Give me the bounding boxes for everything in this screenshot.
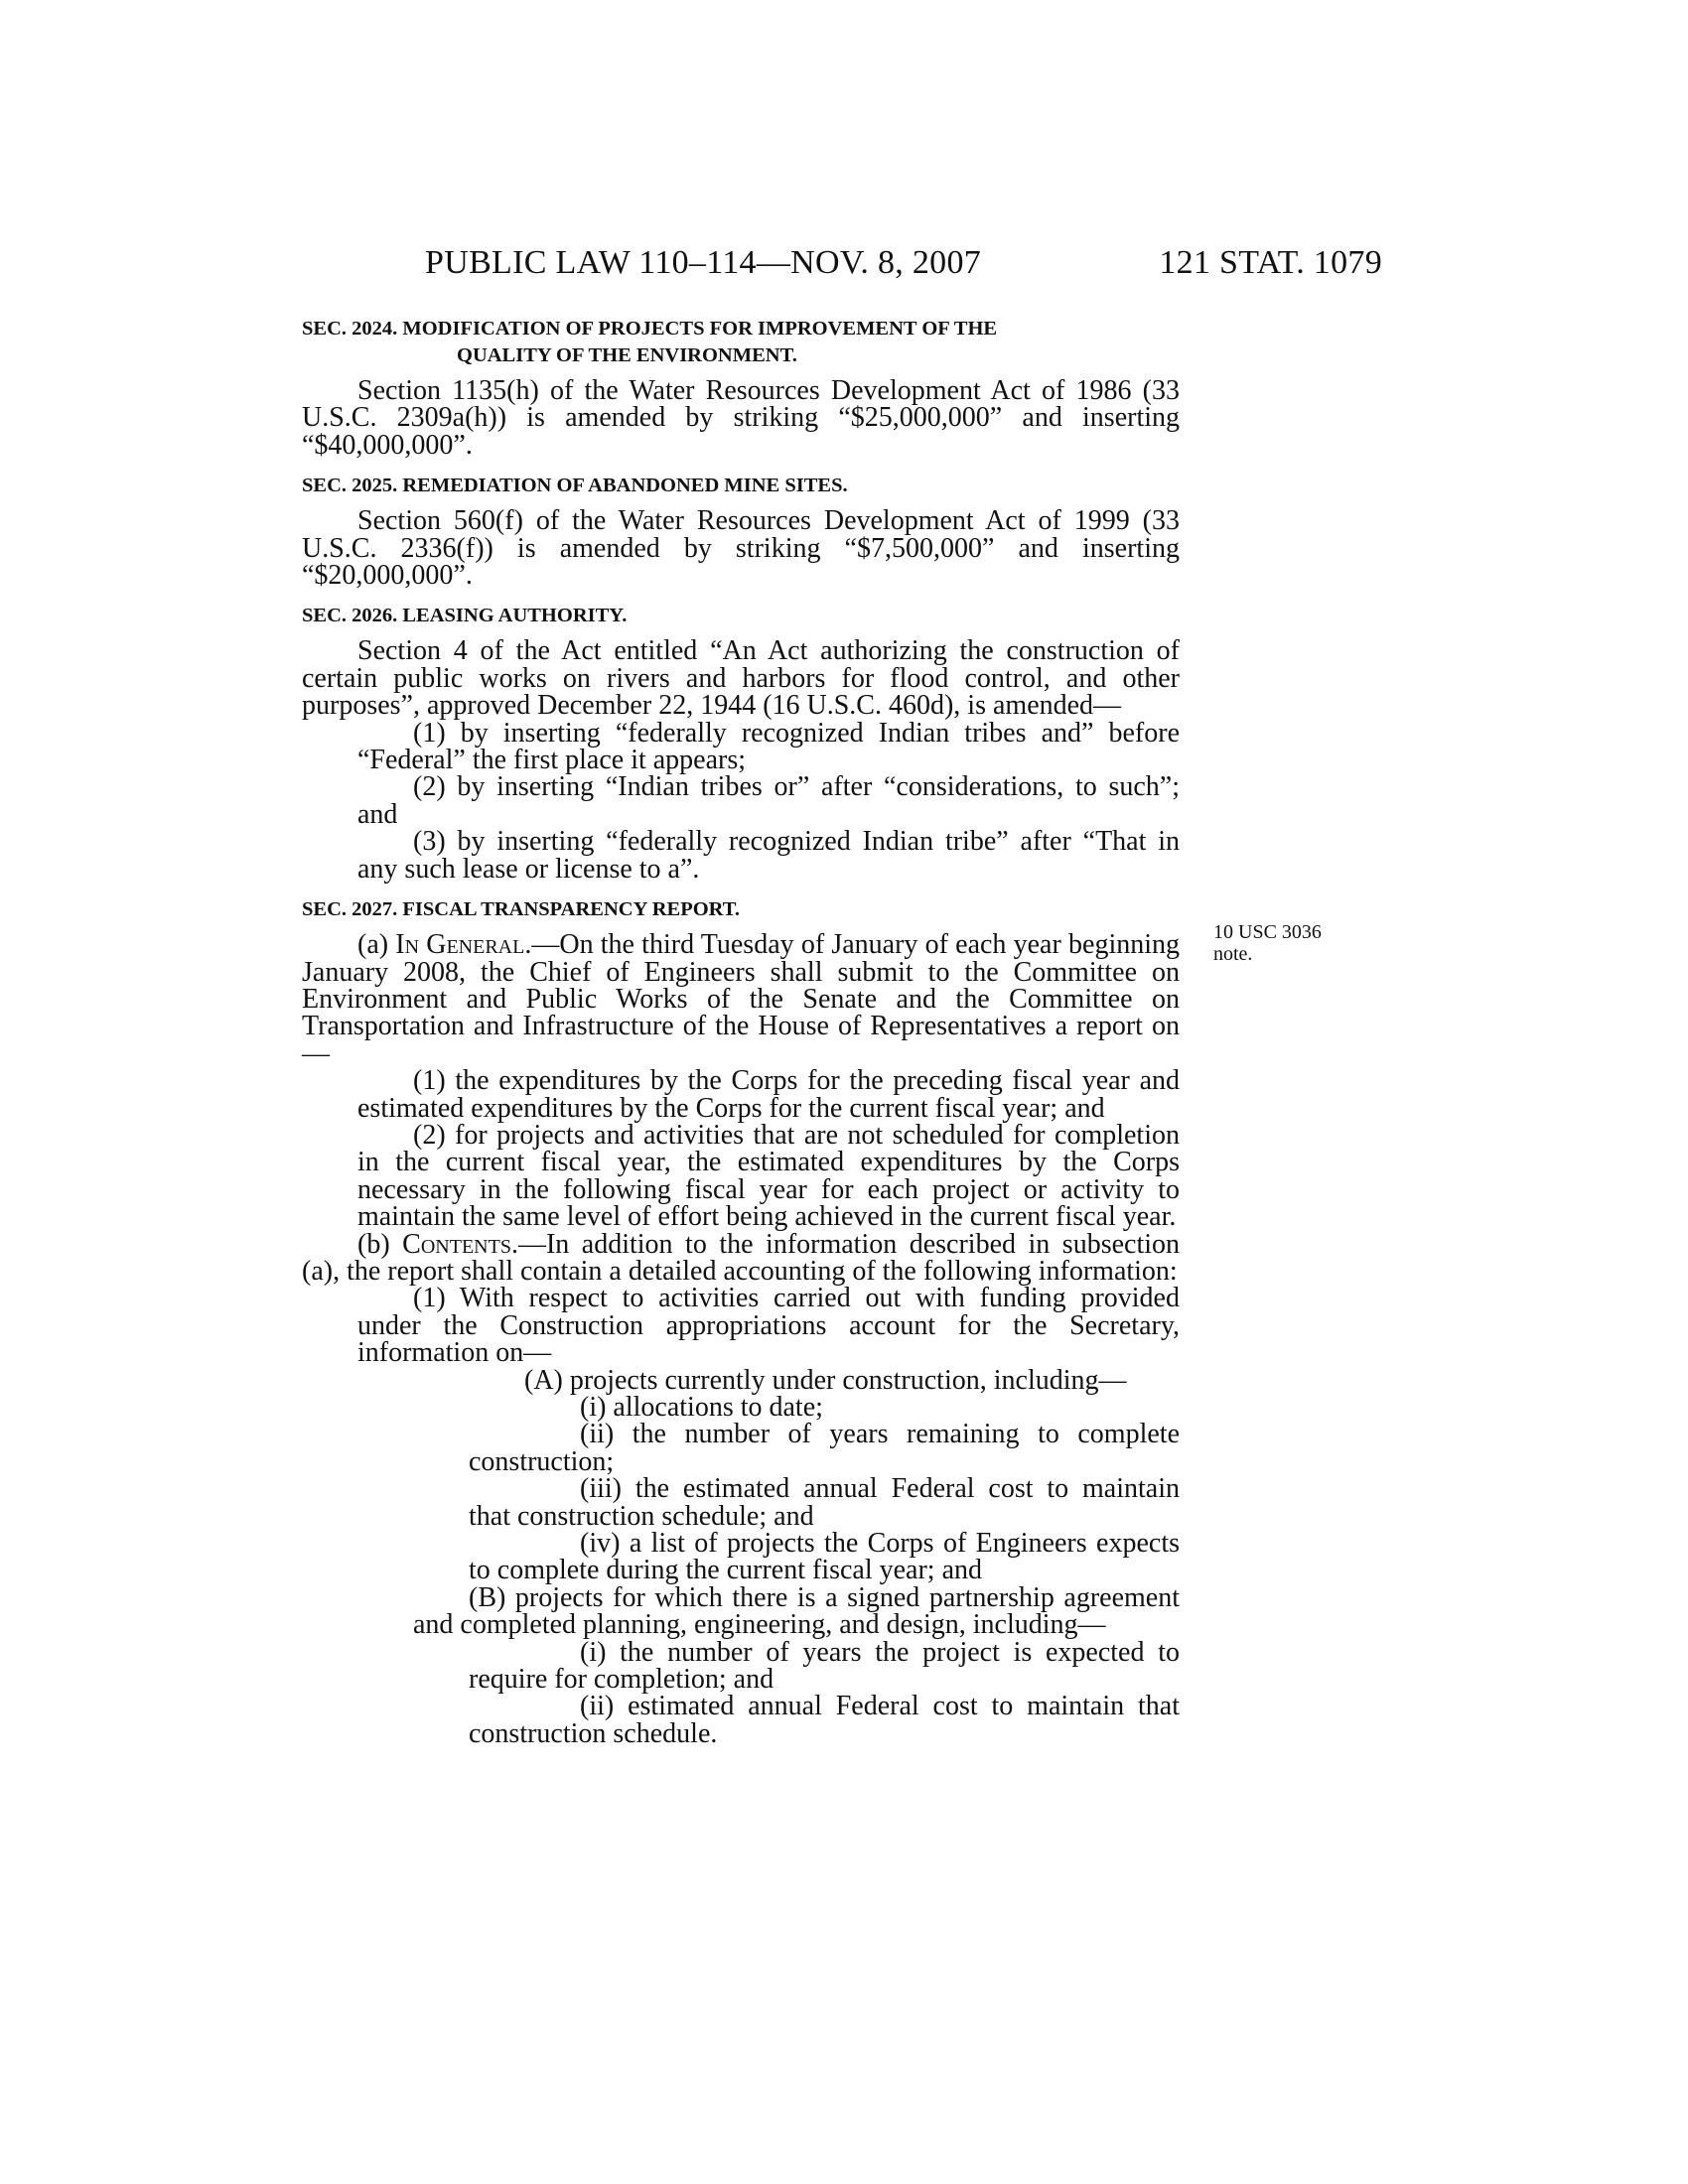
clause-b-1-A-iii: (iii) the estimated annual Federal cost to maintain that construction schedule; and: [469, 1473, 1180, 1532]
subparagraph-b-1-A: (A) projects currently under construction, including—: [524, 1364, 1127, 1396]
paragraph-1: (1) by inserting “federally recognized Indian tribes and” before “Federal” the first place it appears;: [357, 717, 1180, 776]
section-heading-line-1: SEC. 2024. MODIFICATION OF PROJECTS FOR IMPROVEMENT OF THE: [302, 318, 998, 340]
margin-note-citation: 10 USC 3036: [1213, 921, 1322, 943]
section-2026: [302, 603, 1180, 883]
clause-b-1-A-i: (i) allocations to date;: [580, 1392, 823, 1423]
subsection-a: [302, 931, 1180, 1067]
page-body: [302, 316, 1180, 1761]
subsection-a-text: .—On the third Tuesday of January of each year beginning January 2008, the Chief of Engineers shall submit to the Committee on Environment and Public Works of the Senate and the Committee on Transportation and Infrastructure of the House of Representatives a report on—: [302, 929, 1180, 1069]
section-text: Section 560(f) of the Water Resources Development Act of 1999 (33 U.S.C. 2336(f)) is amended by striking “$7,500,000” and inserting “$20,000,000”.: [302, 505, 1180, 592]
public-law-citation: PUBLIC LAW 110–114—NOV. 8, 2007: [425, 244, 982, 281]
section-2024: [302, 316, 1180, 459]
subsection-a-number: (a): [357, 929, 389, 961]
paragraph-2: (2) by inserting “Indian tribes or” after “considerations, to such”; and: [357, 771, 1180, 830]
subsection-b: [302, 1228, 1181, 1287]
statute-page-number: 121 STAT. 1079: [1159, 244, 1382, 281]
paragraph-b-1: (1) With respect to activities carried out with funding provided under the Construction appropriations account for the Secretary, information on—: [357, 1283, 1180, 1369]
section-heading: SEC. 2025. REMEDIATION OF ABANDONED MINE SITES.: [302, 475, 848, 497]
section-2027: [302, 896, 1180, 1747]
paragraph-a-2: (2) for projects and activities that are not scheduled for completion in the current fiscal year, the estimated expenditures by the Corps necessary in the following fiscal year for each project or activity to maintain the same level of effort being achieved in the current fiscal year.: [357, 1119, 1180, 1233]
section-text: Section 1135(h) of the Water Resources Development Act of 1986 (33 U.S.C. 2309a(h)) is amended by striking “$25,000,000” and inserting “$40,000,000”.: [302, 375, 1180, 461]
clause-b-1-B-i: (i) the number of years the project is expected to require for completion; and: [469, 1636, 1180, 1696]
clause-b-1-A-iv: (iv) a list of projects the Corps of Engineers expects to complete during the current fiscal year; and: [469, 1528, 1180, 1586]
running-head: [298, 244, 1382, 292]
section-heading: SEC. 2027. FISCAL TRANSPARENCY REPORT.: [302, 898, 741, 921]
margin-note: [1213, 921, 1362, 965]
paragraph-a-1: (1) the expenditures by the Corps for the preceding fiscal year and estimated expenditures by the Corps for the current fiscal year; and: [357, 1065, 1180, 1124]
clause-b-1-B-ii: (ii) estimated annual Federal cost to maintain that construction schedule.: [469, 1691, 1180, 1749]
paragraph-3: (3) by inserting “federally recognized Indian tribe” after “That in any such lease or license to a”.: [357, 826, 1180, 885]
section-heading: SEC. 2026. LEASING AUTHORITY.: [302, 605, 628, 627]
subsection-b-text: .—In addition to the information described in subsection (a), the report shall contain a detailed accounting of the following information:: [302, 1228, 1181, 1287]
subparagraph-b-1-B: (B) projects for which there is a signed partnership agreement and completed planning, engineering, and design, including—: [413, 1581, 1180, 1641]
section-text: Section 4 of the Act entitled “An Act authorizing the construction of certain public works on rivers and harbors for flood control, and other purposes”, approved December 22, 1944 (16 U.S.C. 460d), is amended—: [302, 635, 1180, 722]
section-2025: [302, 473, 1180, 592]
subsection-a-title: In General: [395, 929, 525, 961]
section-heading: [302, 316, 1180, 369]
subsection-b-number: (b): [357, 1228, 390, 1260]
clause-b-1-A-ii: (ii) the number of years remaining to complete construction;: [469, 1419, 1180, 1477]
section-heading-line-2: QUALITY OF THE ENVIRONMENT.: [457, 344, 797, 366]
margin-note-label: note.: [1213, 943, 1253, 965]
subsection-b-title: Contents: [402, 1228, 511, 1260]
